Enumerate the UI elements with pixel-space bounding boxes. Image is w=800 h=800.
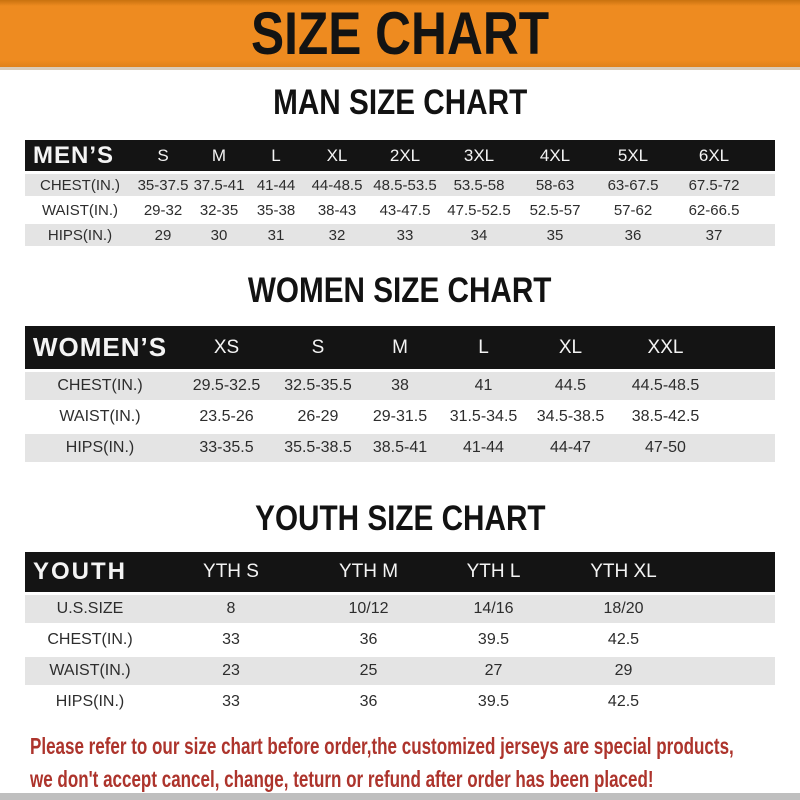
size-cell: 33 bbox=[222, 693, 240, 710]
size-cell: 41 bbox=[474, 377, 493, 394]
youth-section-title-text: YOUTH SIZE CHART bbox=[254, 497, 546, 538]
footer-note bbox=[0, 730, 800, 796]
women-chest-row bbox=[25, 372, 775, 400]
youth-table-header-row bbox=[25, 552, 775, 592]
size-cell: 4XL bbox=[539, 145, 571, 165]
size-cell: 42.5 bbox=[607, 693, 640, 710]
size-cell: 48.5-53.5 bbox=[373, 176, 437, 194]
size-cell: 52.5-57 bbox=[529, 201, 581, 219]
size-cell: XS bbox=[213, 336, 240, 358]
size-cell: 36 bbox=[624, 226, 642, 244]
size-cell: 32 bbox=[328, 226, 346, 244]
size-cell: 36 bbox=[359, 693, 378, 710]
size-cell: XL bbox=[558, 336, 583, 358]
size-cell: 39.5 bbox=[477, 693, 510, 710]
size-cell: 38.5-42.5 bbox=[631, 408, 700, 425]
size-cell: 47.5-52.5 bbox=[447, 201, 511, 219]
size-cell: YTH M bbox=[338, 561, 399, 582]
bottom-strip bbox=[0, 793, 800, 800]
size-cell: 33 bbox=[396, 226, 414, 244]
size-cell: XXL bbox=[647, 336, 684, 358]
footer-line-2: we don't accept cancel, change, teturn or refund after order has been placed! bbox=[30, 766, 654, 792]
size-cell: 44.5 bbox=[554, 377, 587, 394]
youth-table-header-label: YOUTH bbox=[33, 558, 127, 585]
size-cell: 29-32 bbox=[143, 201, 183, 219]
size-cell: 33 bbox=[222, 631, 240, 648]
size-cell: 10/12 bbox=[348, 600, 389, 617]
size-cell: 63-67.5 bbox=[607, 176, 659, 194]
size-cell: 35 bbox=[546, 226, 564, 244]
size-cell: M bbox=[211, 145, 227, 165]
women-hips-row bbox=[25, 434, 775, 462]
size-cell: 57-62 bbox=[613, 201, 653, 219]
men-size-table bbox=[25, 140, 775, 246]
size-cell: 30 bbox=[210, 226, 228, 244]
size-cell: 35-38 bbox=[256, 201, 296, 219]
size-cell: 43-47.5 bbox=[379, 201, 431, 219]
size-cell: 34 bbox=[470, 226, 488, 244]
size-cell: 8 bbox=[226, 600, 236, 617]
size-cell: 38 bbox=[391, 377, 409, 394]
size-cell: 37.5-41 bbox=[193, 176, 245, 194]
men-waist-row bbox=[25, 199, 775, 221]
youth-size-table bbox=[25, 552, 775, 716]
women-table-header-row bbox=[25, 326, 775, 369]
size-cell: L bbox=[478, 336, 489, 358]
size-cell: 31.5-34.5 bbox=[449, 408, 518, 425]
youth-waist-row-label: WAIST(IN.) bbox=[49, 662, 131, 679]
women-hips-row-label: HIPS(IN.) bbox=[65, 439, 135, 456]
banner-title: SIZE CHART bbox=[250, 0, 550, 68]
size-cell: 47-50 bbox=[645, 439, 686, 456]
size-cell: 5XL bbox=[617, 145, 649, 165]
men-table-header-label: MEN’S bbox=[33, 141, 115, 169]
size-cell: 27 bbox=[484, 662, 503, 679]
size-cell: 29 bbox=[614, 662, 633, 679]
women-size-table bbox=[25, 326, 775, 462]
youth-hips-row-label: HIPS(IN.) bbox=[55, 693, 125, 710]
women-waist-row bbox=[25, 403, 775, 431]
size-cell: 44-48.5 bbox=[311, 176, 363, 194]
women-section-title bbox=[0, 271, 800, 309]
youth-hips-row bbox=[25, 688, 775, 716]
size-cell: 38-43 bbox=[317, 201, 357, 219]
size-cell: YTH L bbox=[466, 561, 521, 582]
men-table-header-row bbox=[25, 140, 775, 171]
size-cell: 32-35 bbox=[199, 201, 239, 219]
size-cell: YTH S bbox=[203, 561, 259, 582]
women-section-title-text: WOMEN SIZE CHART bbox=[248, 269, 552, 310]
banner bbox=[0, 0, 800, 70]
size-cell: 3XL bbox=[463, 145, 495, 165]
women-waist-row-label: WAIST(IN.) bbox=[59, 408, 141, 425]
size-cell: 62-66.5 bbox=[688, 201, 740, 219]
size-cell: 29.5-32.5 bbox=[192, 377, 261, 394]
size-cell: 44-47 bbox=[550, 439, 591, 456]
size-cell: 26-29 bbox=[297, 408, 339, 425]
size-cell: 53.5-58 bbox=[453, 176, 505, 194]
size-cell: 14/16 bbox=[473, 600, 514, 617]
youth-chest-row bbox=[25, 626, 775, 654]
men-chest-row bbox=[25, 174, 775, 196]
youth-section-title bbox=[0, 499, 800, 537]
size-cell: 32.5-35.5 bbox=[284, 377, 352, 394]
size-cell: S bbox=[157, 145, 169, 165]
size-cell: S bbox=[311, 336, 325, 358]
men-hips-row bbox=[25, 224, 775, 246]
size-cell: 25 bbox=[359, 662, 378, 679]
size-cell: 41-44 bbox=[463, 439, 504, 456]
women-table-header-label: WOMEN’S bbox=[33, 332, 168, 362]
men-hips-row-label: HIPS(IN.) bbox=[47, 226, 113, 244]
youth-chest-row-label: CHEST(IN.) bbox=[47, 631, 133, 648]
size-cell: 67.5-72 bbox=[688, 176, 740, 194]
size-cell: 29 bbox=[154, 226, 172, 244]
footer-line-1: Please refer to our size chart before order,the customized jerseys are special products, bbox=[30, 733, 734, 759]
youth-waist-row bbox=[25, 657, 775, 685]
size-cell: 44.5-48.5 bbox=[631, 377, 700, 394]
men-section-title bbox=[0, 83, 800, 121]
size-cell: 37 bbox=[705, 226, 723, 244]
youth-us-size-row bbox=[25, 595, 775, 623]
size-cell: 18/20 bbox=[603, 600, 644, 617]
size-cell: XL bbox=[326, 145, 348, 165]
size-cell: 36 bbox=[359, 631, 378, 648]
size-cell: 39.5 bbox=[477, 631, 510, 648]
size-cell: 2XL bbox=[389, 145, 421, 165]
size-cell: 29-31.5 bbox=[372, 408, 428, 425]
size-cell: 23.5-26 bbox=[199, 408, 254, 425]
women-chest-row-label: CHEST(IN.) bbox=[57, 377, 143, 394]
size-cell: L bbox=[271, 145, 281, 165]
size-cell: 42.5 bbox=[607, 631, 640, 648]
size-cell: 35-37.5 bbox=[137, 176, 189, 194]
men-waist-row-label: WAIST(IN.) bbox=[41, 201, 119, 219]
size-cell: 33-35.5 bbox=[199, 439, 254, 456]
size-cell: 6XL bbox=[698, 145, 730, 165]
size-cell: 58-63 bbox=[535, 176, 575, 194]
size-cell: 31 bbox=[267, 226, 285, 244]
men-chest-row-label: CHEST(IN.) bbox=[40, 176, 120, 194]
size-cell: 38.5-41 bbox=[372, 439, 428, 456]
size-cell: 34.5-38.5 bbox=[536, 408, 605, 425]
size-cell: 23 bbox=[222, 662, 240, 679]
size-cell: 41-44 bbox=[256, 176, 296, 194]
size-cell: YTH XL bbox=[590, 561, 657, 582]
size-cell: 35.5-38.5 bbox=[284, 439, 352, 456]
size-cell: M bbox=[392, 336, 408, 358]
youth-us-size-row-label: U.S.SIZE bbox=[56, 600, 124, 617]
men-section-title-text: MAN SIZE CHART bbox=[272, 81, 528, 122]
